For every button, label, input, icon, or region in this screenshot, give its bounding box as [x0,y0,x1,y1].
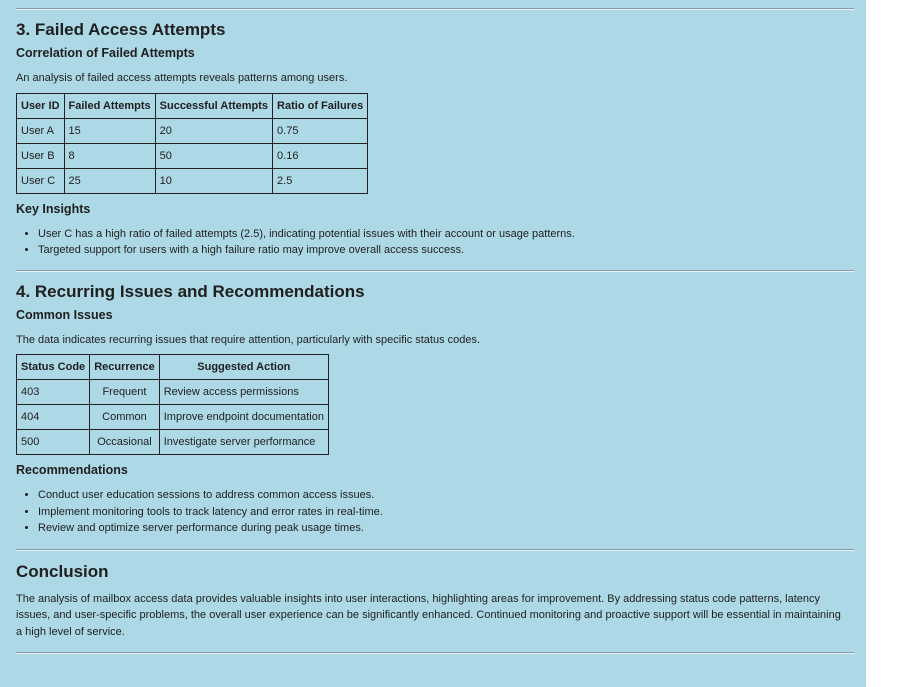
divider [16,8,854,10]
table-row [17,430,329,455]
table-row [17,405,329,430]
divider [16,652,854,654]
column-header: Status Code [17,355,90,380]
section-3-subtitle: Correlation of Failed Attempts [16,46,195,60]
table-header-row [17,93,368,118]
divider [16,270,854,272]
section-3-title: 3. Failed Access Attempts [16,20,226,39]
table-cell: Common [90,405,160,430]
list-item: • User C has a high ratio of failed attempts (2.5), indicating potential issues with their account or usage patterns. [38,226,854,243]
failed-attempts-table [16,93,368,194]
table-cell: 25 [64,168,155,193]
divider [16,549,854,551]
column-header: User ID [17,93,65,118]
table-cell: User C [17,168,65,193]
table-cell: User A [17,118,65,143]
table-cell: Investigate server performance [159,430,328,455]
table-row [17,118,368,143]
table-cell: 15 [64,118,155,143]
list-item: • Implement monitoring tools to track latency and error rates in real-time. [38,504,854,521]
table-cell: Frequent [90,380,160,405]
recommendations-heading: Recommendations [16,463,128,477]
table-header-row [17,355,329,380]
table-cell: 50 [155,143,272,168]
table-cell: 10 [155,168,272,193]
table-row [17,168,368,193]
table-cell: 2.5 [273,168,368,193]
section-4-intro: The data indicates recurring issues that require attention, particularly with specific status codes. [16,333,481,346]
recommendations-list [16,487,854,537]
table-cell: 8 [64,143,155,168]
list-item: • Review and optimize server performance during peak usage times. [38,520,854,537]
key-insights-heading: Key Insights [16,201,91,216]
table-cell: 403 [17,380,90,405]
column-header: Recurrence [90,355,160,380]
table-cell: 0.75 [273,118,368,143]
table-cell: 20 [155,118,272,143]
section-4-title: 4. Recurring Issues and Recommendations [16,281,365,301]
table-cell: Review access permissions [159,380,328,405]
table-row [17,143,368,168]
column-header: Suggested Action [159,355,328,380]
status-code-table [16,354,329,455]
list-item: • Conduct user education sessions to address common access issues. [38,487,854,504]
table-cell: User B [17,143,65,168]
conclusion-title: Conclusion [16,561,109,581]
column-header: Ratio of Failures [273,93,368,118]
section-4-subtitle: Common Issues [16,307,113,322]
table-cell: Occasional [90,430,160,455]
table-cell: 404 [17,405,90,430]
column-header: Failed Attempts [64,93,155,118]
table-row [17,380,329,405]
list-item: • Targeted support for users with a high failure ratio may improve overall access success. [38,242,854,259]
table-cell: 0.16 [273,143,368,168]
column-header: Successful Attempts [155,93,272,118]
conclusion-text: The analysis of mailbox access data provides valuable insights into user interactions, highlighting areas for improvement. By addressing status code patterns, latency issues, and user-specific problems, the overall user experience can be significantly enhanced. Continued monitoring and proactive support will be essential in maintaining a high level of service. [16,592,841,638]
section-3-intro: An analysis of failed access attempts reveals patterns among users. [16,72,348,84]
table-cell: Improve endpoint documentation [159,405,328,430]
table-cell: 500 [17,430,90,455]
key-insights-list [16,226,854,259]
